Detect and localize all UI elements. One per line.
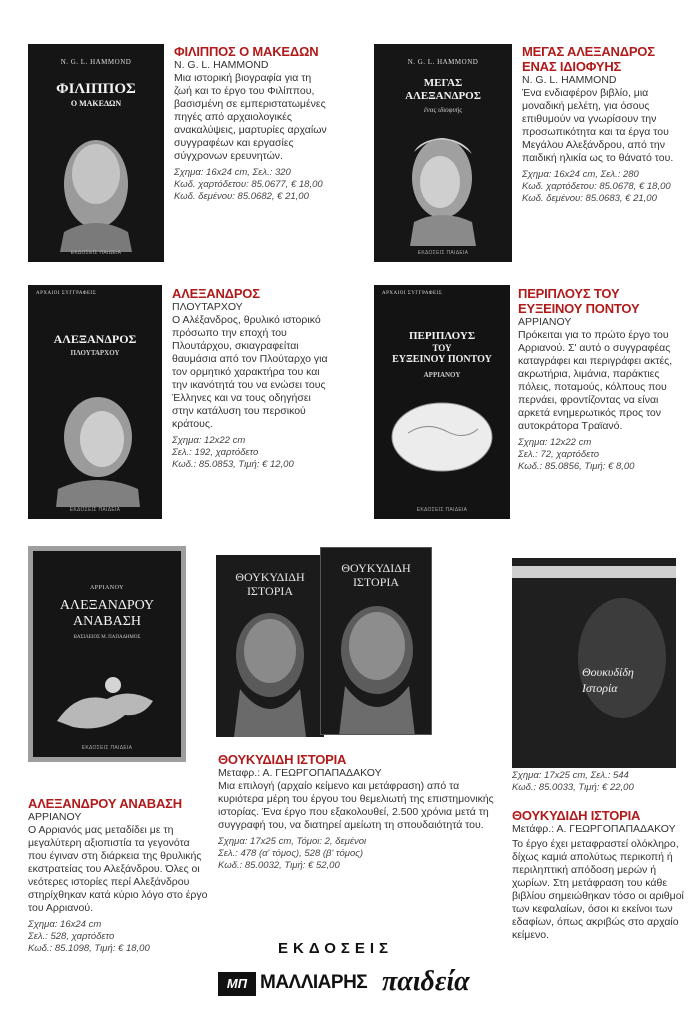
book-meta-2: Κωδ.: 85.0033, Τιμή: € 22,00 (512, 782, 634, 793)
book-cover (28, 546, 186, 762)
cover-publisher: ΕΚΔΟΣΕΙΣ ΠΑΙΔΕΙΑ (416, 507, 468, 513)
map-illustration (374, 397, 510, 487)
book-description: Πρόκειται για το πρώτο έργο του Αρριανού. Σ' αυτό ο συγγραφέας καταγράφει και περιγράφει ακτές, ακρωτήρια, λιμάνια, παράκτιες πόλεις, ποταμούς, κόλπους που περνάει, φροντίζοντας να είναι αρκετά ενημερωτικός προς τον αυτοκράτορα Τραϊανό. (518, 329, 673, 432)
bust-illustration (321, 592, 432, 735)
cover-publisher: ΕΚΔΟΣΕΙΣ ΠΑΙΔΕΙΑ (69, 507, 121, 513)
publisher-brand: παιδεία (382, 966, 470, 997)
bust-illustration (374, 122, 512, 252)
book-title: ΑΛΕΞΑΝΔΡΟΣ (172, 286, 260, 301)
publisher-label: ΕΚΔΟΣΕΙΣ (278, 940, 394, 957)
book-description: Μια επιλογή (αρχαίο κείμενο και μετάφραση) από τα κυριότερα μέρη του έργου του θεμελιωτή της επιστημονικής ιστορίας. Ένα έργο που εξακολουθεί, 2.500 χρόνια μετά τη συγγραφή του, να διατηρεί αμείωτη τη σπουδαιότητά του. (218, 780, 494, 831)
cover-title-line2: ΙΣΤΟΡΙΑ (352, 575, 400, 589)
book-title: ΦΙΛΙΠΠΟΣ Ο ΜΑΚΕΔΩΝ (174, 44, 319, 59)
book-meta-1: Σχημα: 16x24 cm, Σελ.: 320 (174, 167, 291, 178)
book-author: Μεταφρ.: Α. ΓΕΩΡΓΟΠΑΠΑΔΑΚΟΥ (218, 767, 382, 779)
book-description: Ένα ενδιαφέρον βιβλίο, μια μοναδική μελέτη, για όσους επιθυμούν να γνωρίσουν την προσωπικότητα και τα έργα του Μεγάλου Αλεξάνδρου, από την παιδική ηλικία ως το θάνατό του. (522, 87, 674, 164)
book-author: ΑΡΡΙΑΝΟΥ (518, 316, 572, 328)
cover-publisher: ΕΚΔΟΣΕΙΣ ΠΑΙΔΕΙΑ (417, 250, 469, 256)
bust-illustration (28, 122, 164, 252)
book-title: ΠΕΡΙΠΛΟΥΣ ΤΟΥ ΕΥΞΕΙΝΟΥ ΠΟΝΤΟΥ (518, 286, 640, 316)
cover-title: ΜΕΓΑΣ (423, 77, 463, 89)
publisher-footer (218, 940, 508, 1010)
cover-publisher: ΕΚΔΟΣΕΙΣ ΠΑΙΔΕΙΑ (81, 745, 133, 751)
cover-title: Θουκυδίδη (582, 665, 634, 679)
horseman-illustration (33, 661, 181, 741)
cover-title-line2: Ιστορία (582, 681, 618, 695)
publisher-name: ΜΑΛΛΙΑΡΗΣ (260, 972, 368, 993)
book-cover-volume-1 (216, 555, 324, 737)
book-meta-2: Κωδ. χαρτόδετου: 85.0677, € 18,00 (174, 179, 323, 190)
book-title: ΜΕΓΑΣ ΑΛΕΞΑΝΔΡΟΣ ΕΝΑΣ ΙΔΙΟΦΥΗΣ (522, 44, 655, 74)
book-description: Το έργο έχει μεταφραστεί ολόκληρο, δίχως καμιά απολύτως περικοπή ή περιληπτική απόδοση μερών ή χωρίων. Στη μετάφραση του κάθε βιβλίου σημειώθηκαν τόσο οι αριθμοί των κεφαλαίων, όσοι κι εκείνοι των εδαφίων, όπως ακριβώς στο αρχαίο κείμενο. (512, 838, 684, 941)
book-meta-1: Σχημα: 12x22 cm (518, 437, 592, 448)
book-meta-2: Σελ.: 192, χαρτόδετο (172, 447, 259, 458)
cover-title: ΑΛΕΞΑΝΔΡΟΣ (53, 332, 137, 346)
book-meta-3: Κωδ.: 85.0856, Τιμή: € 8,00 (518, 461, 635, 472)
book-author: N. G. L. HAMMOND (522, 74, 617, 86)
book-meta-2: Σελ.: 72, χαρτόδετο (518, 449, 599, 460)
cover-title-line2: ΑΝΑΒΑΣΗ (72, 614, 142, 629)
book-meta-3: Κωδ.: 85.0032, Τιμή: € 52,00 (218, 860, 340, 871)
publisher-logo (218, 972, 256, 996)
book-description: Ο Αρριανός μας μεταδίδει με τη μεγαλύτερη αξιοπιστία τα γεγονότα που έγιναν στη διάρκεια της θρυλικής εκστρατείας του Αλεξάνδρου. Όλες οι νεότερες ιστορίες περί Αλεξάνδρου στηρίχθηκαν κατά κύριο λόγο στο έργο του Αρριανού. (28, 824, 208, 914)
book-cover (28, 285, 162, 519)
book-cover (374, 44, 512, 262)
book-author: ΑΡΡΙΑΝΟΥ (28, 811, 82, 823)
book-description: Ο Αλέξανδρος, θρυλικό ιστορικό πρόσωπο την εποχή του Πλουτάρχου, σκιαγραφείται θαυμάσια από τον Πλούταρχο για τον ορμητικό χαρακτήρα του και την ικανότητά του να ενώσει τους Έλληνες και να τους οδηγήσει στην κατάλυση του περσικού κράτους. (172, 314, 328, 430)
book-meta-1: Σχημα: 16x24 cm, Σελ.: 280 (522, 169, 639, 180)
cover-title: ΠΕΡΙΠΛΟΥΣ (408, 330, 476, 342)
book-meta-3: Κωδ. δεμένου: 85.0682, € 21,00 (174, 191, 309, 202)
book-meta-2: Σελ.: 478 (α' τόμος), 528 (β' τόμος) (218, 848, 364, 859)
bust-illustration (216, 599, 324, 737)
cover-author: N. G. L. HAMMOND (407, 58, 479, 66)
book-author: ΠΛΟΥΤΑΡΧΟΥ (172, 301, 243, 313)
book-author: N. G. L. HAMMOND (174, 59, 269, 71)
cover-author: N. G. L. HAMMOND (60, 58, 132, 66)
cover-publisher: ΕΚΔΟΣΕΙΣ ΠΑΙΔΕΙΑ (70, 250, 122, 256)
book-meta-1: Σχημα: 12x22 cm (172, 435, 246, 446)
book-cover (28, 44, 164, 262)
bust-illustration (28, 377, 162, 507)
cover-subtitle: ΒΑΣΙΛΕΙΟΣ Μ. ΠΑΠΑΔΗΜΟΣ (73, 635, 141, 640)
cover-title-line2: ΤΟΥ (432, 343, 452, 353)
cover-title: ΘΟΥΚΥΔΙΔΗ (341, 561, 411, 575)
book-meta-1: Σχημα: 16x24 cm (28, 919, 102, 930)
cover-subtitle: ΠΛΟΥΤΑΡΧΟΥ (70, 349, 120, 357)
book-meta-3: Κωδ. δεμένου: 85.0683, € 21,00 (522, 193, 657, 204)
book-author: Μετάφρ.: Α. ΓΕΩΡΓΟΠΑΠΑΔΑΚΟΥ (512, 823, 676, 835)
book-meta-1: Σχημα: 17x25 cm, Τόμοι: 2, δεμένοι (218, 836, 367, 847)
book-cover (512, 558, 676, 768)
cover-title-line2: Ο ΜΑΚΕΔΩΝ (70, 99, 122, 108)
cover-author: ΑΡΡΙΑΝΟΥ (89, 585, 125, 591)
cover-title-line3: ΕΥΞΕΙΝΟΥ ΠΟΝΤΟΥ (392, 354, 492, 365)
book-title: ΑΛΕΞΑΝΔΡΟΥ ΑΝΑΒΑΣΗ (28, 796, 182, 811)
book-cover-volume-2 (320, 547, 432, 735)
cover-subtitle: ένας ιδιοφυής (423, 106, 463, 114)
book-title: ΘΟΥΚΥΔΙΔΗ ΙΣΤΟΡΙΑ (218, 752, 347, 767)
cover-subtitle: ΑΡΡΙΑΝΟΥ (423, 371, 461, 379)
cover-title: ΑΛΕΞΑΝΔΡΟΥ (59, 598, 155, 613)
cover-title: ΘΟΥΚΥΔΙΔΗ (235, 570, 305, 584)
book-cover (374, 285, 510, 519)
cover-title: ΦΙΛΙΠΠΟΣ (56, 81, 136, 97)
cover-author: ΑΡΧΑΙΟΙ ΣΥΓΓΡΑΦΕΙΣ (36, 291, 97, 296)
portrait-illustration (512, 558, 676, 768)
cover-title-line2: ΑΛΕΞΑΝΔΡΟΣ (405, 90, 481, 102)
book-meta-3: Κωδ.: 85.0853, Τιμή: € 12,00 (172, 459, 294, 470)
book-title: ΘΟΥΚΥΔΙΔΗ ΙΣΤΟΡΙΑ (512, 808, 641, 823)
book-meta-2: Σελ.: 528, χαρτόδετο (28, 931, 115, 942)
cover-author: ΑΡΧΑΙΟΙ ΣΥΓΓΡΑΦΕΙΣ (382, 291, 443, 296)
book-meta-1: Σχημα: 17x25 cm, Σελ.: 544 (512, 770, 629, 781)
book-meta-3: Κωδ.: 85.1098, Τιμή: € 18,00 (28, 943, 150, 954)
publisher-logo-text: ΜΠ (226, 976, 248, 991)
book-meta-2: Κωδ. χαρτόδετου: 85.0678, € 18,00 (522, 181, 671, 192)
cover-title-line2: ΙΣΤΟΡΙΑ (246, 584, 294, 598)
book-description: Μια ιστορική βιογραφία για τη ζωή και το έργο του Φιλίππου, βασισμένη σε εμπεριστατωμένες πηγές από αρχαιολογικές ανακαλύψεις, μαρτυρίες αρχαίων συγγραφέων και εργασίες σύγχρονων ερευνητών. (174, 72, 327, 162)
